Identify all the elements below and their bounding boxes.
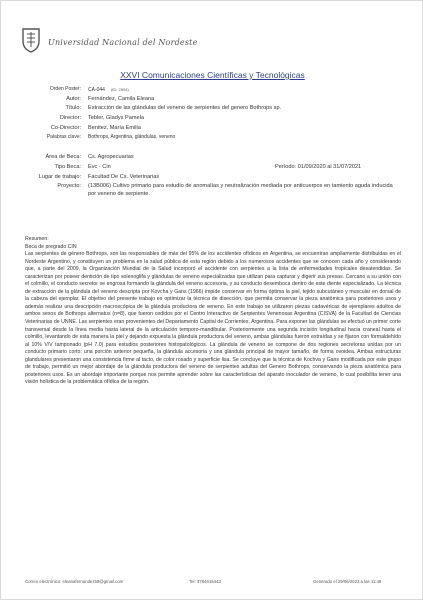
label-titulo: Título: xyxy=(65,105,81,112)
row-codirector xyxy=(1,124,423,134)
label-codirector: Co-Director: xyxy=(50,124,81,131)
label-palabras-clave: Palabras clave: xyxy=(46,134,81,141)
footer-phone: Tel: 3784615443 xyxy=(189,579,221,584)
value-area-beca: Cs. Agropecuarias xyxy=(88,154,134,161)
row-lugar-trabajo xyxy=(1,173,423,183)
label-orden-poster: Orden Poster: xyxy=(49,86,81,92)
value-periodo: 01/09/2020 al 31/07/2021 xyxy=(297,163,362,170)
label-periodo: Período: xyxy=(275,163,297,170)
university-seal-icon xyxy=(20,27,42,53)
value-tipo-beca: Evc - Cin xyxy=(88,163,111,170)
periodo xyxy=(275,163,361,173)
row-titulo xyxy=(1,104,423,114)
row-palabras-clave xyxy=(1,133,423,143)
poster-id: (ID: 2904) xyxy=(110,87,129,92)
value-codirector: Benitez, María Emilia xyxy=(88,124,141,131)
label-proyecto: Proyecto: xyxy=(57,183,81,190)
value-titulo: Extracción de las glándulas del veneno de serpientes del genero Bothrops sp. xyxy=(88,105,282,112)
row-spacer xyxy=(1,143,423,153)
value-orden-poster: CA-044 (ID: 2904) xyxy=(88,87,129,93)
row-orden-poster xyxy=(1,85,423,95)
event-title: XXVI Comunicaciones Científicas y Tecnológicas xyxy=(120,70,305,80)
label-lugar-trabajo: Lugar de trabajo: xyxy=(38,173,81,180)
metadata-block xyxy=(1,85,423,200)
row-director xyxy=(1,114,423,124)
label-director: Director: xyxy=(59,115,81,122)
value-director: Tebler, Gladys Pamela xyxy=(88,115,144,122)
label-tipo-beca: Tipo Beca: xyxy=(54,163,81,170)
university-name: Universidad Nacional del Nordeste xyxy=(48,38,198,47)
summary-heading: Resumen: xyxy=(25,236,49,242)
row-area-beca xyxy=(1,153,423,163)
footer-email: Correo electrónico: eleanafernandez59@gmail.com xyxy=(25,579,124,584)
value-lugar-trabajo: Facultad De Cs. Veterinarias xyxy=(88,173,160,180)
value-proyecto: (13B006) Cultivo primario para estudio de anomalías y neutralización mediada por anticuerpos en tamiento aguda inducida por veneno de serpiente. xyxy=(88,183,393,198)
row-proyecto xyxy=(1,182,423,200)
footer-generated: Generado el 29/06/2023 a las 11:49 xyxy=(313,579,382,584)
university-logo xyxy=(20,27,220,57)
summary-beca: Beca de pregrado CIN xyxy=(25,243,77,250)
value-autor: Fernández, Camila Eleana xyxy=(88,95,155,102)
row-autor xyxy=(1,95,423,105)
value-palabras-clave: Bothrops, Argentina, glándulas, veneno xyxy=(88,134,176,141)
label-autor: Autor: xyxy=(66,95,81,102)
summary-section xyxy=(25,236,401,387)
row-tipo-beca xyxy=(1,163,423,173)
label-area-beca: Área de Beca: xyxy=(45,154,81,161)
summary-text: Las serpientes de género Bothrops, son las responsables de más del 95% de los accidentes ofídicos en Argentina, se encuentran ampliamente distribuidas en el Nordeste Argentino, y constituyen un problema en la salud pública de esta región debido a los numerosos accidentes que se conocen cada año y considerando que, a parte del 2009, la Organización Mundial de la Salud incorporó el accidente con serpientes a la lista de enfermedades tropicales desatendidas. Se caracterizan por poseer dentición de tipo solenoglifa y glándulas de veneno especializadas que utilizan para capturar y digerir sus presas. Cercano a su unión con el colmillo, el conducto secretor se engrosa formando la glándula del veneno accesoria, y su conducto desemboca dentro de este diente especializado. La técnica de extracción de la glándula del veneno descripta por Kovcha y Gans (1966) impide conservar en forma óptima la piel, tejido subcutáneo y muscular en dorsal de la cabeza del ejemplar. El objetivo del presente trabajo es optimizar la técnica de disección, que permita conservar la pieza anatómica para posteriores usos y además realizar una descripción macroscópica de la glándula productora de veneno. En este trabajo se utilizaron piezas cadavéricas de ejemplares adultos de ambos sexos de Bothrops alternatus (n=8), que fueron cedidos por el Centro Interactivo de Serpientes Venenosas Argentina (CISVA) de la Facultad de Ciencias Veterinarias de UNNE. Las serpientes eran provenientes del Departamento Capital de Corrientes, Argentina. Para exponer las glándulas se efectuó un primer corte transversal desde la línea media hasta lateral de la articulación temporo-mandibular. Posteriormente una segunda incisión longitudinal hacia craneal hasta el colmillo, levantando de esta manera la piel y dejando expuesta la glándula productora del veneno, ambas glándulas fueron extraídas y se fijaron con formaldehído al 10% V/V tamponado (pH 7.0) para estudios posteriores histopatológicos. La glándula de veneno se compone de dos regiones secretoras unidas por un conducto primario corto; una porción anterior pequeña, la glándula accesoria y una glándula principal de mayor tamaño, de forma ovoidea. Ambas estructuras glandulares presentaron una consistencia firme al tacto, de color rosado y superficie lisa. Se concluye que la técnica de Kochva y Gans modificada por este grupo de trabajo, permitió un mejor abordaje de la glándula productora del veneno de serpientes adultas del Genero Bothrops, conservando la pieza anatómica para posteriores usos. Es un abordaje importante porque nos permite aprender sobre las características del aparato inoculador de veneno, lo cual posibilita tener una visión holística de la problemática ofídica de la región. xyxy=(25,251,401,386)
